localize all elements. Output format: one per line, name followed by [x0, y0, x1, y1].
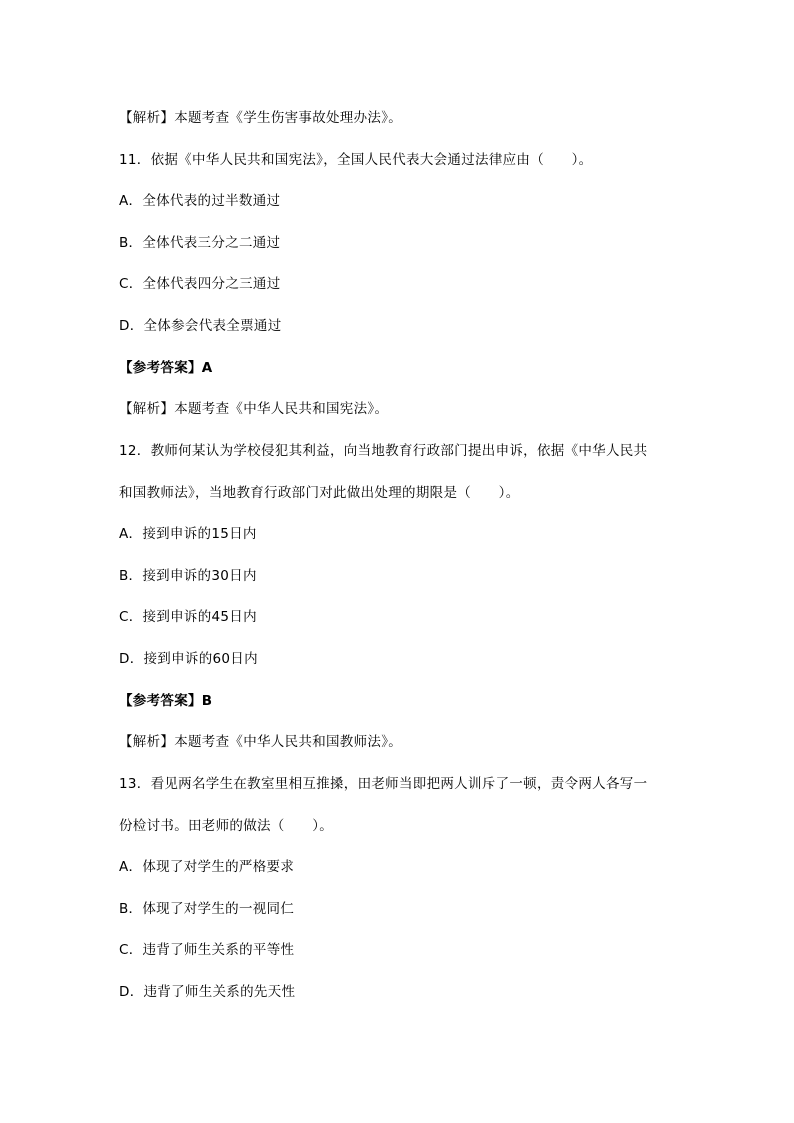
question-13-option-d: D．违背了师生关系的先天性: [119, 984, 296, 1000]
question-11-option-a: A．全体代表的过半数通过: [119, 193, 281, 209]
question-12-stem-line1: 12．教师何某认为学校侵犯其利益，向当地教育行政部门提出申诉，依据《中华人民共: [119, 443, 648, 459]
question-12-stem-line2: 和国教师法》，当地教育行政部门对此做出处理的期限是（ ）。: [119, 485, 520, 501]
analysis-q10: 【解析】本题考查《学生伤害事故处理办法》。: [119, 110, 403, 126]
question-13-option-a: A．体现了对学生的严格要求: [119, 859, 295, 875]
analysis-q12: 【解析】本题考查《中华人民共和国教师法》。: [119, 734, 403, 750]
question-12-option-a: A．接到申诉的15日内: [119, 526, 257, 542]
question-11-stem: 11．依据《中华人民共和国宪法》，全国人民代表大会通过法律应由（ ）。: [119, 152, 593, 168]
question-12-answer: 【参考答案】B: [119, 693, 213, 709]
question-13-option-c: C．违背了师生关系的平等性: [119, 942, 295, 958]
question-11-option-b: B．全体代表三分之二通过: [119, 235, 281, 251]
question-12-option-c: C．接到申诉的45日内: [119, 609, 257, 625]
question-12-option-b: B．接到申诉的30日内: [119, 568, 257, 584]
question-13-stem-line1: 13．看见两名学生在教室里相互推搡，田老师当即把两人训斥了一顿，责令两人各写一: [119, 776, 648, 792]
question-13-stem-line2: 份检讨书。田老师的做法（ ）。: [119, 818, 334, 834]
question-11-answer: 【参考答案】A: [119, 360, 213, 376]
question-11-option-d: D．全体参会代表全票通过: [119, 318, 282, 334]
question-12-option-d: D．接到申诉的60日内: [119, 651, 258, 667]
analysis-q11: 【解析】本题考查《中华人民共和国宪法》。: [119, 401, 389, 417]
question-11-option-c: C．全体代表四分之三通过: [119, 276, 281, 292]
question-13-option-b: B．体现了对学生的一视同仁: [119, 901, 295, 917]
